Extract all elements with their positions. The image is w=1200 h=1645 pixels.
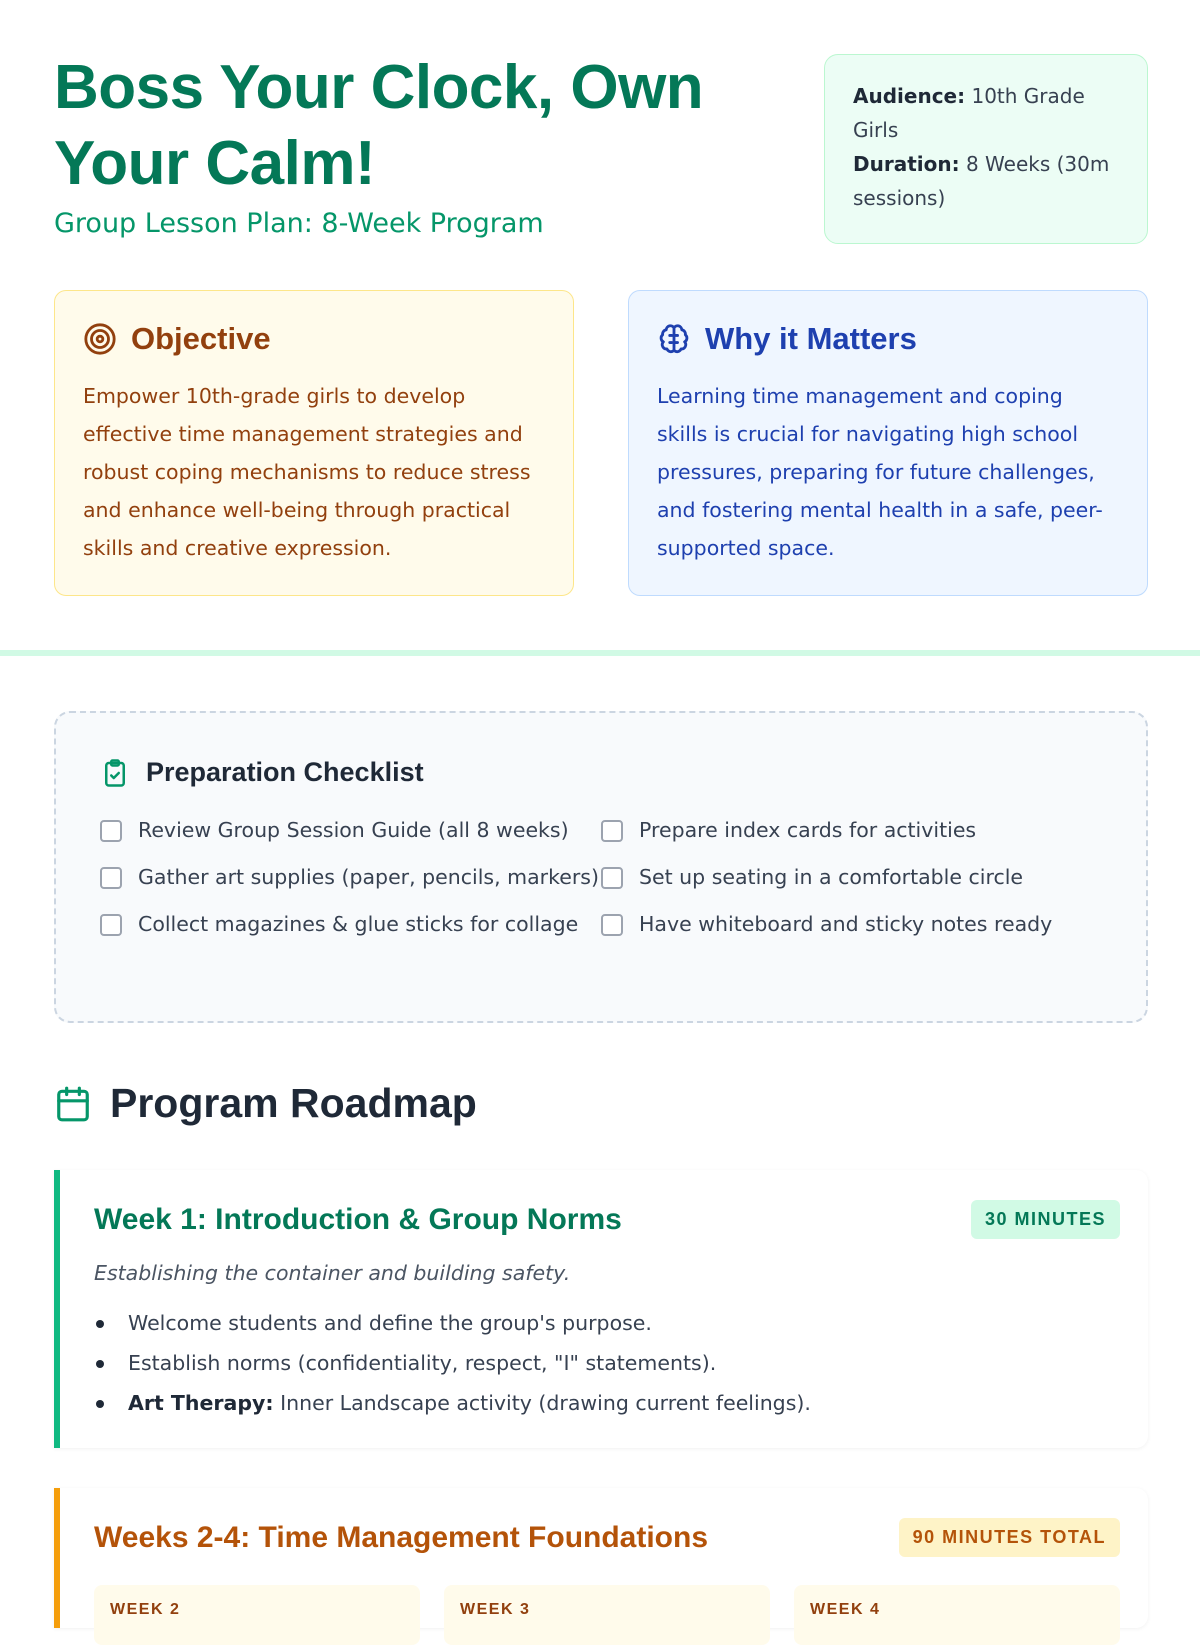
why-it-matters-card <box>628 290 1148 596</box>
checklist-column-left <box>100 814 601 955</box>
objective-card <box>54 290 574 596</box>
weeks-2-4-title: Weeks 2-4: Time Management Foundations <box>94 1520 709 1554</box>
target-icon <box>83 322 117 356</box>
page-subtitle: Group Lesson Plan: 8-Week Program <box>54 208 544 239</box>
objective-title: Objective <box>131 321 271 356</box>
checklist-column-right <box>601 814 1102 955</box>
week-1-activities <box>94 1303 1120 1423</box>
week-sub-cards <box>94 1585 1120 1645</box>
week-3-label: WEEK 3 <box>460 1601 531 1618</box>
checklist-item[interactable] <box>100 814 601 847</box>
checklist-item-label: Prepare index cards for activities <box>639 818 977 842</box>
checklist-item[interactable] <box>100 908 601 941</box>
week-1-title: Week 1: Introduction & Group Norms <box>94 1202 622 1236</box>
why-header <box>657 321 1119 357</box>
list-item: Establish norms (confidentiality, respect, "I" statements). <box>94 1343 1120 1383</box>
duration-label: Duration: <box>853 152 960 176</box>
page-header <box>54 50 1148 250</box>
checklist-item[interactable] <box>601 908 1102 941</box>
weeks-2-4-header <box>94 1518 1120 1557</box>
checklist-item-label: Set up seating in a comfortable circle <box>639 865 1024 889</box>
audience-line <box>853 79 1119 147</box>
clipboard-check-icon <box>100 758 130 788</box>
checkbox[interactable] <box>601 867 623 889</box>
calendar-icon <box>54 1085 92 1123</box>
checklist-title: Preparation Checklist <box>146 757 424 787</box>
checklist-item-label: Gather art supplies (paper, pencils, markers) <box>138 865 599 889</box>
page-title: Boss Your Clock, Own Your Calm! <box>54 53 704 198</box>
audience-label: Audience: <box>853 84 966 108</box>
week-1-subtitle: Establishing the container and building safety. <box>94 1261 571 1285</box>
checklist-item-label: Review Group Session Guide (all 8 weeks) <box>138 818 569 842</box>
week-3-card <box>444 1585 770 1645</box>
checklist-item[interactable] <box>601 814 1102 847</box>
checklist-item-label: Collect magazines & glue sticks for collage <box>138 912 579 936</box>
why-title: Why it Matters <box>705 321 917 356</box>
checklist-item-label: Have whiteboard and sticky notes ready <box>639 912 1053 936</box>
section-divider <box>0 650 1200 656</box>
checkbox[interactable] <box>601 914 623 936</box>
duration-value: 8 Weeks (30m sessions) <box>853 152 1110 210</box>
objective-text: Empower 10th-grade girls to develop effective time management strategies and robust coping mechanisms to reduce stress and enhance well-being through practical skills and creative expression. <box>83 384 531 560</box>
audience-value: 10th Grade Girls <box>853 84 1085 142</box>
duration-line <box>853 147 1119 215</box>
week-1-card <box>54 1170 1148 1448</box>
duration-badge: 30 MINUTES <box>971 1200 1120 1239</box>
list-item: Welcome students and define the group's purpose. <box>94 1303 1120 1343</box>
roadmap-header <box>54 1080 477 1127</box>
program-info-box <box>824 54 1148 244</box>
list-item <box>94 1383 1120 1423</box>
checkbox[interactable] <box>100 820 122 842</box>
roadmap-title: Program Roadmap <box>110 1080 477 1126</box>
brain-icon <box>657 322 691 356</box>
checklist-item[interactable] <box>100 861 601 894</box>
objective-header <box>83 321 545 357</box>
week-4-label: WEEK 4 <box>810 1601 881 1618</box>
checklist-columns <box>100 814 1102 955</box>
art-therapy-label: Art Therapy: <box>128 1391 274 1415</box>
week-2-card <box>94 1585 420 1645</box>
duration-badge: 90 MINUTES TOTAL <box>899 1518 1120 1557</box>
checkbox[interactable] <box>100 867 122 889</box>
preparation-checklist <box>54 711 1148 1023</box>
art-therapy-text: Inner Landscape activity (drawing current feelings). <box>273 1391 811 1415</box>
checklist-item[interactable] <box>601 861 1102 894</box>
week-1-header <box>94 1200 1120 1239</box>
checklist-header <box>100 757 1102 788</box>
week-2-label: WEEK 2 <box>110 1601 181 1618</box>
weeks-2-4-card <box>54 1488 1148 1628</box>
checkbox[interactable] <box>100 914 122 936</box>
week-4-card <box>794 1585 1120 1645</box>
why-text: Learning time management and coping skills is crucial for navigating high school pressures, preparing for future challenges, and fostering mental health in a safe, peer-supported space. <box>657 384 1103 560</box>
checkbox[interactable] <box>601 820 623 842</box>
